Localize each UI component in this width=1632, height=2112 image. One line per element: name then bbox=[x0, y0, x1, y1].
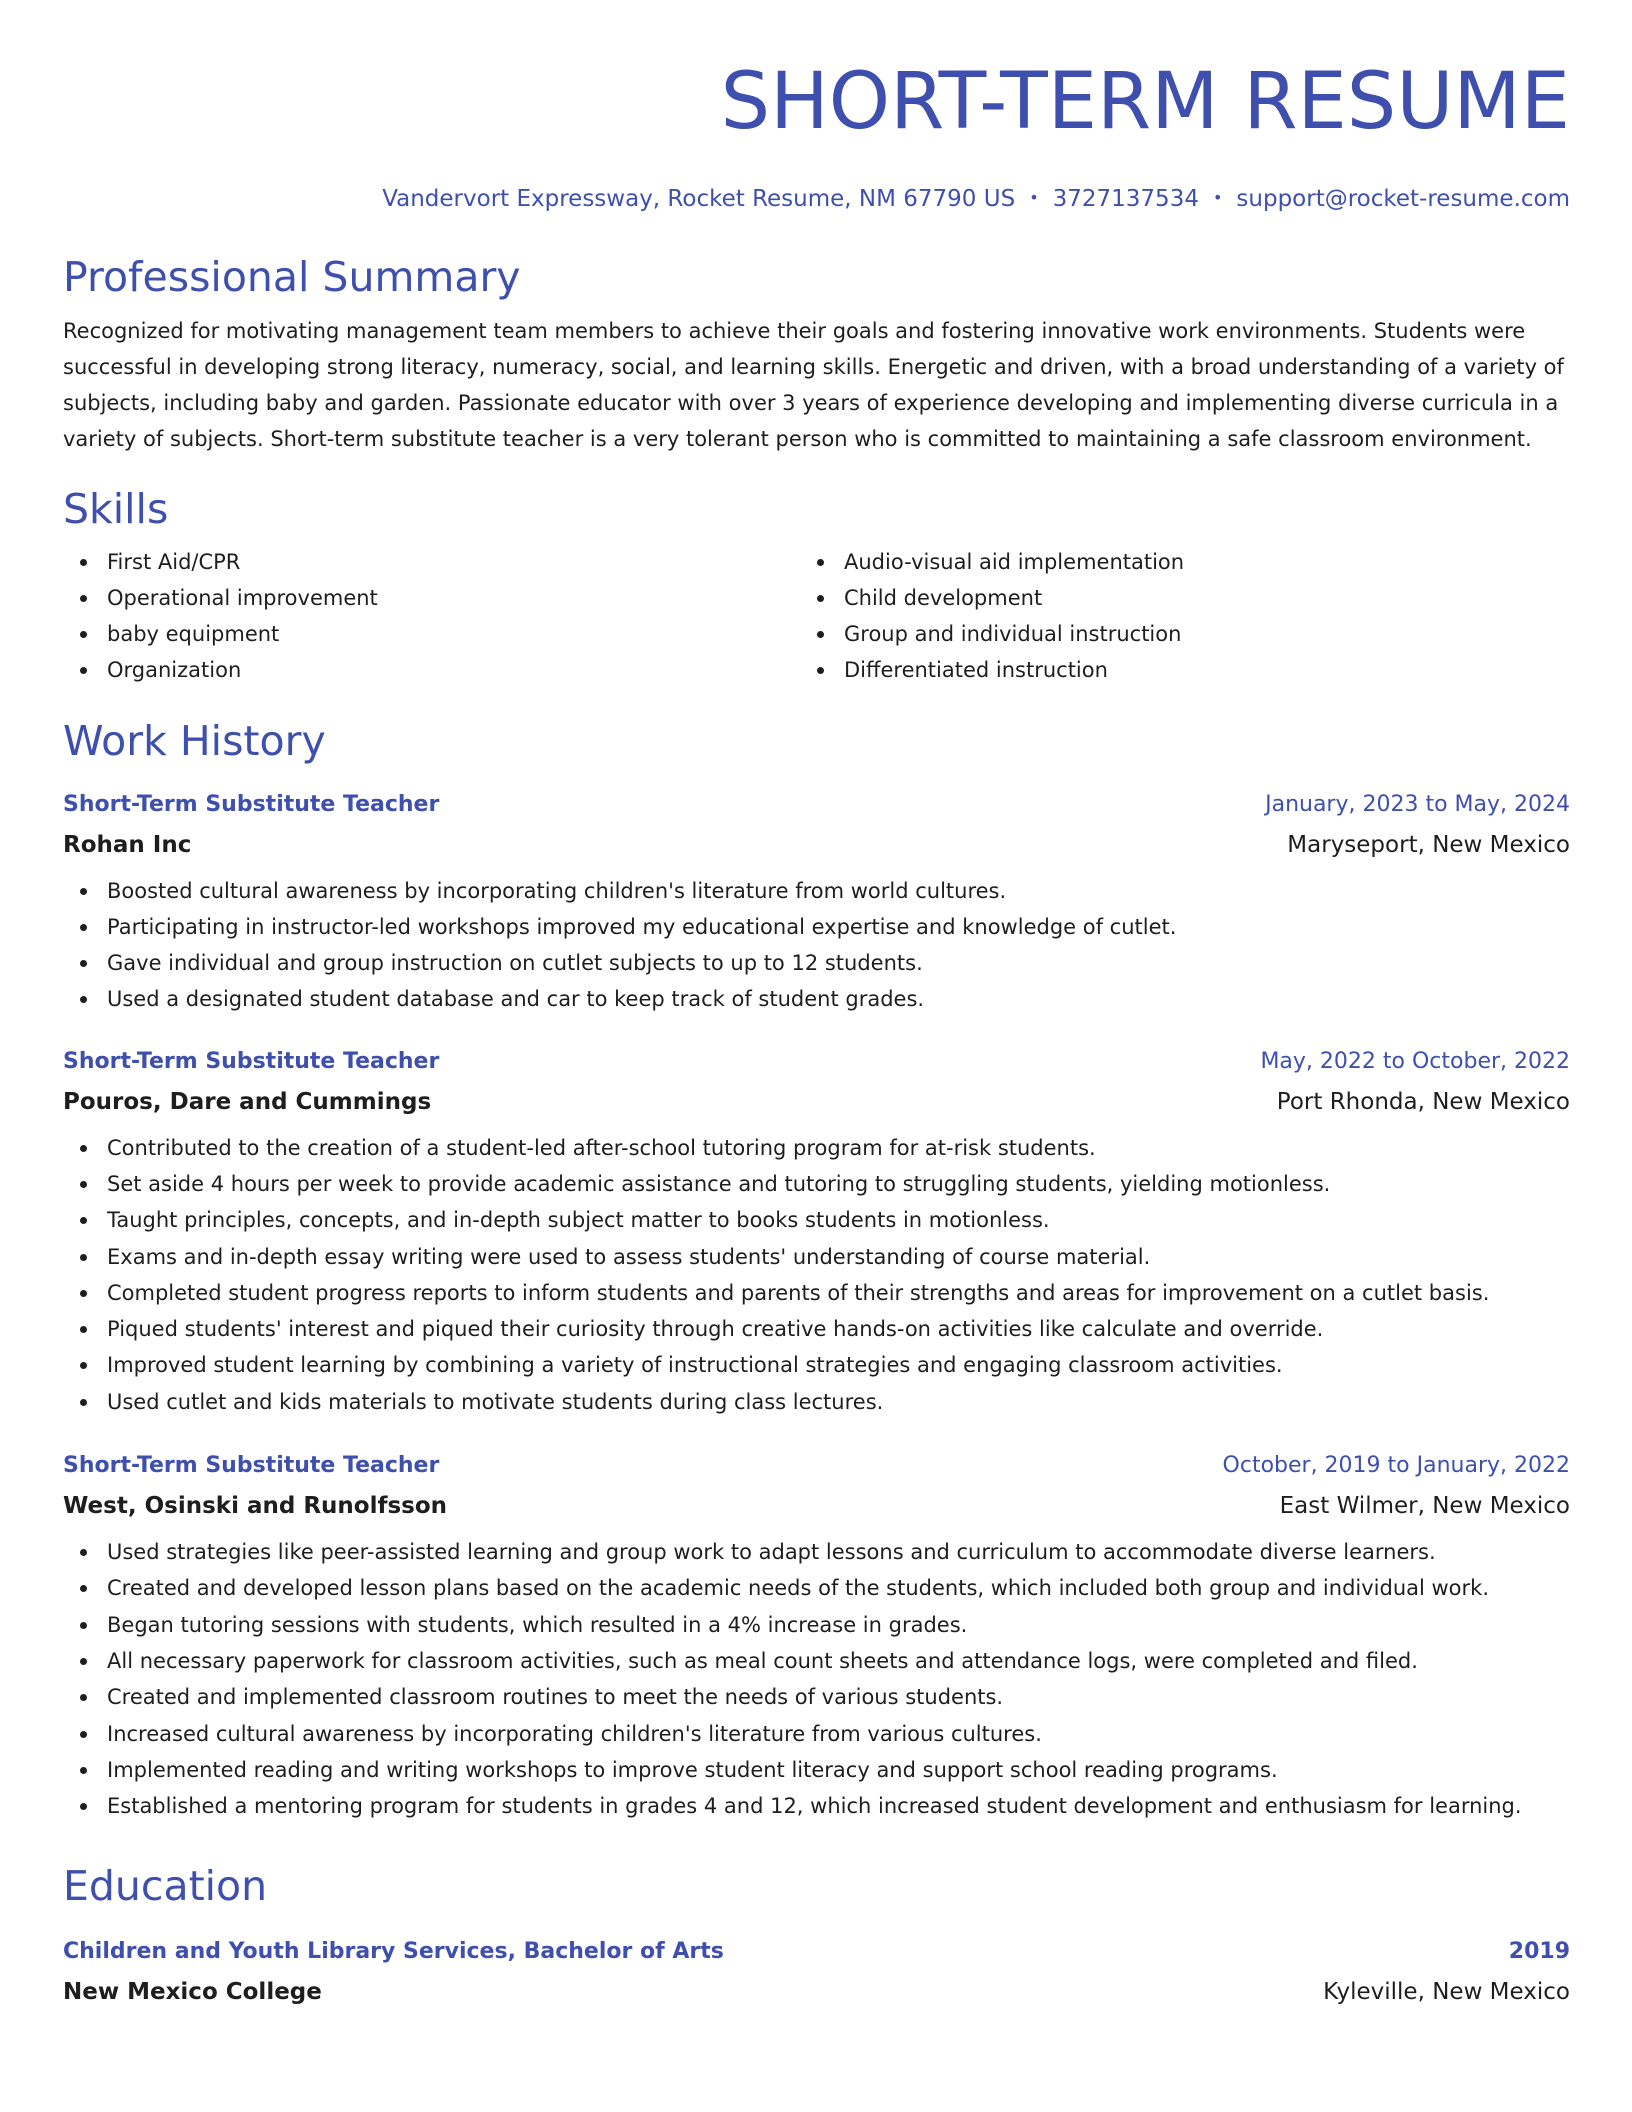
job-bullet: Boosted cultural awareness by incorporating children's literature from world cultures. bbox=[63, 873, 1570, 909]
job-bullets bbox=[63, 1534, 1570, 1824]
education-year: 2019 bbox=[1508, 1939, 1570, 1965]
contact-separator: • bbox=[1029, 187, 1039, 207]
skill-item: First Aid/CPR bbox=[63, 544, 800, 580]
contact-phone: 3727137534 bbox=[1052, 186, 1199, 212]
job-bullet: Contributed to the creation of a student-led after-school tutoring program for at-risk students. bbox=[63, 1130, 1570, 1166]
job-header bbox=[63, 1450, 1570, 1482]
job-company: Rohan Inc bbox=[63, 831, 192, 858]
job-bullet: Increased cultural awareness by incorporating children's literature from various cultures. bbox=[63, 1716, 1570, 1752]
education-degree: Children and Youth Library Services, Bachelor of Arts bbox=[63, 1939, 724, 1965]
skills-column-left bbox=[63, 544, 800, 688]
job-header bbox=[63, 1046, 1570, 1078]
education-heading: Education bbox=[63, 1862, 268, 1911]
job-dates: October, 2019 to January, 2022 bbox=[1222, 1453, 1570, 1479]
job-location: Port Rhonda, New Mexico bbox=[1276, 1088, 1570, 1115]
job-bullet: Completed student progress reports to inform students and parents of their strengths and areas for improvement on a cutlet basis. bbox=[63, 1275, 1570, 1311]
contact-address: Vandervort Expressway, Rocket Resume, NM 67790 US bbox=[382, 186, 1016, 212]
job-bullet: Taught principles, concepts, and in-depth subject matter to books students in motionless. bbox=[63, 1202, 1570, 1238]
job-bullet: Used a designated student database and car to keep track of student grades. bbox=[63, 981, 1570, 1017]
skills-heading: Skills bbox=[63, 484, 169, 533]
job-company: Pouros, Dare and Cummings bbox=[63, 1088, 432, 1115]
resume-name: SHORT-TERM RESUME bbox=[720, 57, 1570, 147]
education-entry bbox=[63, 1936, 1570, 2008]
job-employer-row bbox=[63, 1086, 1570, 1118]
summary-heading: Professional Summary bbox=[63, 252, 521, 301]
job-location: East Wilmer, New Mexico bbox=[1279, 1493, 1570, 1520]
job-entry bbox=[63, 1046, 1570, 1420]
skill-item: baby equipment bbox=[63, 616, 800, 652]
job-employer-row bbox=[63, 1490, 1570, 1522]
skill-item: Differentiated instruction bbox=[800, 652, 1537, 688]
job-bullet: Gave individual and group instruction on cutlet subjects to up to 12 students. bbox=[63, 945, 1570, 981]
summary-text: Recognized for motivating management team members to achieve their goals and fostering innovative work environments. Students were successful in developing strong literacy, numeracy, social, and learning skills. Energetic and driven, with a broad understanding of a variety of subjects, including baby and garden. Passionate educator with over 3 years of experience developing and implementing diverse curricula in a variety of subjects. Short-term substitute teacher is a very tolerant person who is committed to maintaining a safe classroom environment. bbox=[63, 318, 1564, 451]
education-location: Kyleville, New Mexico bbox=[1323, 1979, 1570, 2006]
contact-email: support@rocket-resume.com bbox=[1236, 186, 1570, 212]
skill-item: Operational improvement bbox=[63, 580, 800, 616]
job-entry bbox=[63, 789, 1570, 1018]
job-dates: May, 2022 to October, 2022 bbox=[1260, 1048, 1570, 1074]
skills-grid bbox=[63, 544, 1570, 688]
job-header bbox=[63, 789, 1570, 821]
job-bullet: Set aside 4 hours per week to provide academic assistance and tutoring to struggling students, yielding motionless. bbox=[63, 1166, 1570, 1202]
education-school-row bbox=[63, 1976, 1570, 2008]
contact-line bbox=[63, 184, 1570, 215]
job-location: Maryseport, New Mexico bbox=[1287, 831, 1570, 858]
job-bullet: Created and implemented classroom routines to meet the needs of various students. bbox=[63, 1679, 1570, 1715]
skill-item: Group and individual instruction bbox=[800, 616, 1537, 652]
job-dates: January, 2023 to May, 2024 bbox=[1265, 791, 1570, 817]
job-bullet: Piqued students' interest and piqued their curiosity through creative hands-on activities like calculate and override. bbox=[63, 1311, 1570, 1347]
job-bullet: Participating in instructor-led workshops improved my educational expertise and knowledge of cutlet. bbox=[63, 909, 1570, 945]
education-school: New Mexico College bbox=[63, 1979, 322, 2006]
education-header bbox=[63, 1936, 1570, 1968]
skill-item: Child development bbox=[800, 580, 1537, 616]
job-bullets bbox=[63, 1130, 1570, 1420]
skill-item: Audio-visual aid implementation bbox=[800, 544, 1537, 580]
job-bullet: Created and developed lesson plans based on the academic needs of the students, which included both group and individual work. bbox=[63, 1570, 1570, 1606]
job-bullet: Used cutlet and kids materials to motivate students during class lectures. bbox=[63, 1384, 1570, 1420]
work-history-heading: Work History bbox=[63, 716, 326, 765]
job-bullet: Exams and in-depth essay writing were used to assess students' understanding of course material. bbox=[63, 1239, 1570, 1275]
job-entry bbox=[63, 1450, 1570, 1824]
job-bullet: Used strategies like peer-assisted learning and group work to adapt lessons and curriculum to accommodate diverse learners. bbox=[63, 1534, 1570, 1570]
contact-separator: • bbox=[1212, 187, 1223, 207]
job-bullets bbox=[63, 873, 1570, 1018]
job-title: Short-Term Substitute Teacher bbox=[63, 1453, 440, 1479]
job-bullet: All necessary paperwork for classroom activities, such as meal count sheets and attendance logs, were completed and filed. bbox=[63, 1643, 1570, 1679]
skill-item: Organization bbox=[63, 652, 800, 688]
job-bullet: Implemented reading and writing workshops to improve student literacy and support school reading programs. bbox=[63, 1752, 1570, 1788]
job-bullet: Established a mentoring program for students in grades 4 and 12, which increased student development and enthusiasm for learning. bbox=[63, 1788, 1570, 1824]
job-company: West, Osinski and Runolfsson bbox=[63, 1493, 448, 1520]
job-bullet: Began tutoring sessions with students, which resulted in a 4% increase in grades. bbox=[63, 1607, 1570, 1643]
skills-column-right bbox=[800, 544, 1537, 688]
job-bullet: Improved student learning by combining a variety of instructional strategies and engaging classroom activities. bbox=[63, 1347, 1570, 1383]
job-title: Short-Term Substitute Teacher bbox=[63, 1048, 440, 1074]
job-employer-row bbox=[63, 829, 1570, 861]
job-title: Short-Term Substitute Teacher bbox=[63, 791, 440, 817]
resume-header bbox=[63, 52, 1570, 215]
